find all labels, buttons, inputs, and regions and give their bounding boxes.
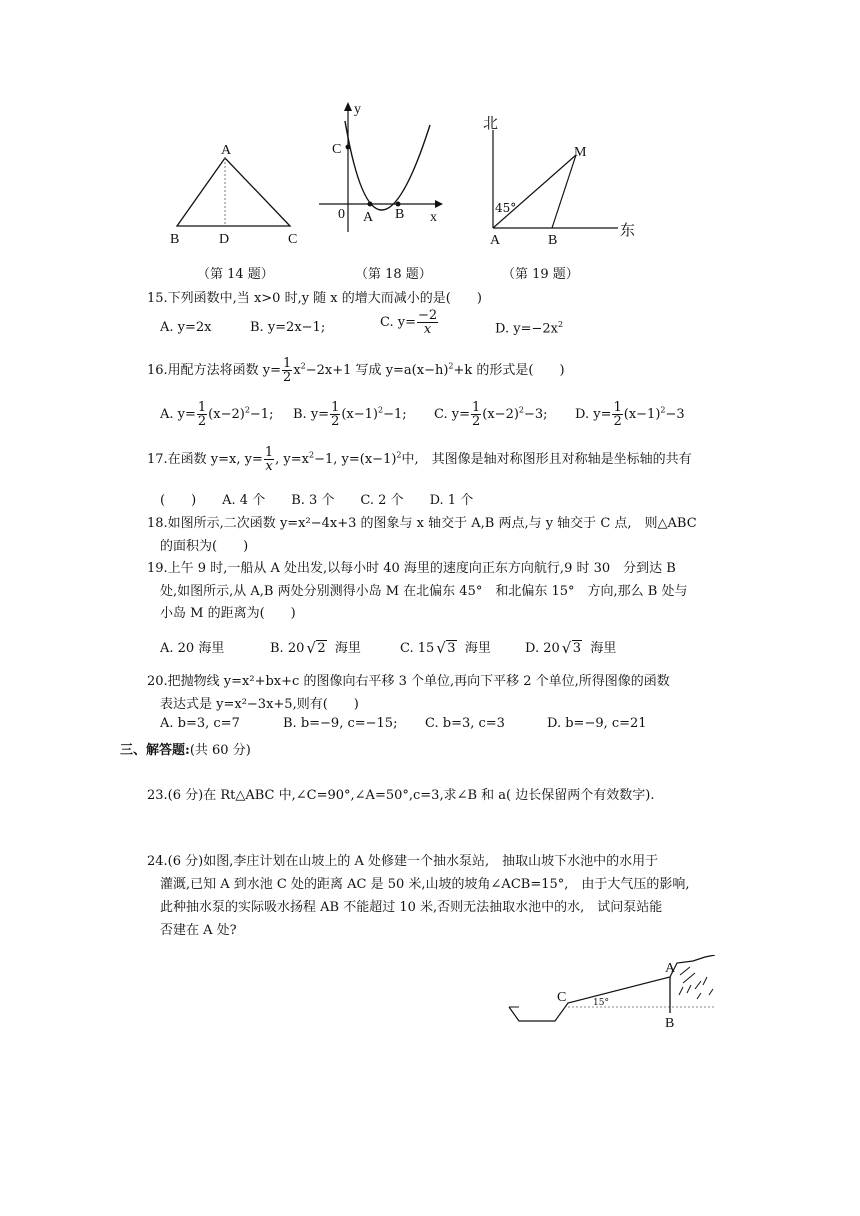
question-23: 23.(6 分)在 Rt△ABC 中,∠C=90°,∠A=50°,c=3,求∠B 和 a( 边长保留两个有效数字). [147, 788, 655, 803]
caption-fig-19: （第 19 题） [502, 267, 579, 282]
point-a [368, 202, 373, 207]
question-19-line-3: 小岛 M 的距离为( ) [160, 606, 296, 621]
figure-19-bearing [478, 110, 643, 250]
q19-option-a: A. 20 海里 [160, 641, 225, 656]
fraction: $\frac{1}{2}$ [283, 356, 292, 385]
question-18-line-2: 的面积为( ) [160, 539, 249, 554]
label-angle-45: 45° [495, 201, 517, 215]
q15-option-d: D. $y=-2x^2$ [495, 320, 564, 337]
q15-option-c: C. y= $\frac{-2}{x}$ [380, 308, 438, 337]
fraction: $\frac{-2}{x}$ [418, 308, 438, 337]
q20-option-d: D. b=−9, c=21 [547, 716, 647, 731]
q16-option-c: C. y= $\frac{1}{2}$ $(x-2)^2-3$; [434, 400, 548, 429]
q19-option-c: C. 15√ 3 海里 [400, 637, 491, 656]
hill-hatching [679, 967, 713, 999]
caption-fig-18: （第 18 题） [355, 267, 432, 282]
q15-option-a: A. y=2x [160, 320, 212, 335]
question-18-line-1: 18.如图所示,二次函数 y=x²−4x+3 的图象与 x 轴交于 A,B 两点,与 y 轴交于 C 点, 则△ABC [147, 516, 697, 531]
label-d: D [219, 232, 230, 247]
question-16-stem: 16.用配方法将函数 y= $\frac{1}{2}$ $x^2-2x+1$ 写成 $y=a(x-h)^2+k$ 的形式是( ) [147, 356, 565, 385]
question-20-line-2: 表达式是 y=x²−3x+5,则有( ) [160, 697, 359, 712]
caption-fig-14: （第 14 题） [197, 267, 274, 282]
label-a: A [665, 961, 676, 976]
question-24-line-2: 灌溉,已知 A 到水池 C 处的距离 AC 是 50 米,山坡的坡角∠ACB=15°, 由于大气压的影响, [160, 877, 690, 892]
question-15-stem: 15.下列函数中,当 x>0 时,y 随 x 的增大而减小的是( ) [147, 291, 482, 306]
question-20-line-1: 20.把抛物线 y=x²+bx+c 的图像向右平移 3 个单位,再向下平移 2 个单位,所得图像的函数 [147, 674, 670, 689]
label-b: B [665, 1016, 675, 1030]
label-north: 北 [483, 114, 499, 132]
parabola-curve [345, 121, 430, 210]
figure-18-parabola [315, 97, 450, 237]
question-19-line-1: 19.上午 9 时,一船从 A 处出发,以每小时 40 海里的速度向正东方向航行,9 时 30 分到达 B [147, 561, 676, 576]
question-24-line-3: 此种抽水泵的实际吸水扬程 AB 不能超过 10 米,否则无法抽取水池中的水, 试问泵站能 [160, 900, 663, 915]
question-17-options: ( ) A. 4 个 B. 3 个 C. 2 个 D. 1 个 [160, 493, 474, 508]
label-m: M [574, 145, 587, 160]
question-17-stem: 17.在函数 y=x, y= $\frac{1}{x}$ , $y=x^2-1$, $y=(x-1)^2$中, 其图像是轴对称图形且对称轴是坐标轴的共有 [147, 445, 692, 474]
label-b: B [170, 232, 180, 247]
point-c [346, 145, 351, 150]
question-19-line-2: 处,如图所示,从 A,B 两处分别测得小岛 M 在北偏东 45° 和北偏东 15° 方向,那么 B 处与 [160, 584, 688, 599]
q16-option-d: D. y= $\frac{1}{2}$ $(x-1)^2-3$ [575, 400, 685, 429]
label-angle-15: 15° [593, 998, 609, 1008]
q15-option-b: B. y=2x−1; [250, 320, 326, 335]
label-east: 东 [620, 221, 636, 239]
label-c: C [288, 232, 298, 247]
triangle-abc [177, 158, 290, 226]
section-3-heading: 三、解答题:(共 60 分) [120, 743, 251, 758]
question-24-line-4: 否建在 A 处? [160, 923, 237, 938]
y-axis-arrow [344, 102, 352, 111]
label-a: A [221, 143, 232, 158]
question-24-line-1: 24.(6 分)如图,李庄计划在山坡上的 A 处修建一个抽水泵站, 抽取山坡下水池中的水用于 [147, 854, 659, 869]
label-origin: 0 [338, 207, 345, 222]
label-a: A [490, 233, 501, 248]
q20-option-b: B. b=−9, c=−15; [283, 716, 398, 731]
label-y: y [354, 102, 361, 117]
label-b: B [548, 233, 558, 248]
label-x: x [430, 210, 437, 225]
q16-option-b: B. y= $\frac{1}{2}$ $(x-1)^2-1$; [293, 400, 407, 429]
q16-option-a: A. y= $\frac{1}{2}$ $(x-2)^2-1$; [160, 400, 274, 429]
label-c: C [332, 142, 342, 157]
q19-option-d: D. 20√ 3 海里 [525, 637, 616, 656]
slope-outline [509, 955, 715, 1021]
label-a: A [363, 210, 374, 225]
figure-14-triangle [165, 140, 310, 250]
q19-option-b: B. 20√ 2 海里 [270, 637, 361, 656]
label-b: B [395, 207, 405, 222]
x-axis-arrow [435, 200, 443, 208]
figure-24-slope [505, 955, 745, 1030]
q20-option-a: A. b=3, c=7 [160, 716, 240, 731]
point-b [396, 202, 401, 207]
q20-option-c: C. b=3, c=3 [425, 716, 505, 731]
label-c: C [557, 990, 567, 1005]
fraction: $\frac{1}{x}$ [264, 445, 274, 474]
